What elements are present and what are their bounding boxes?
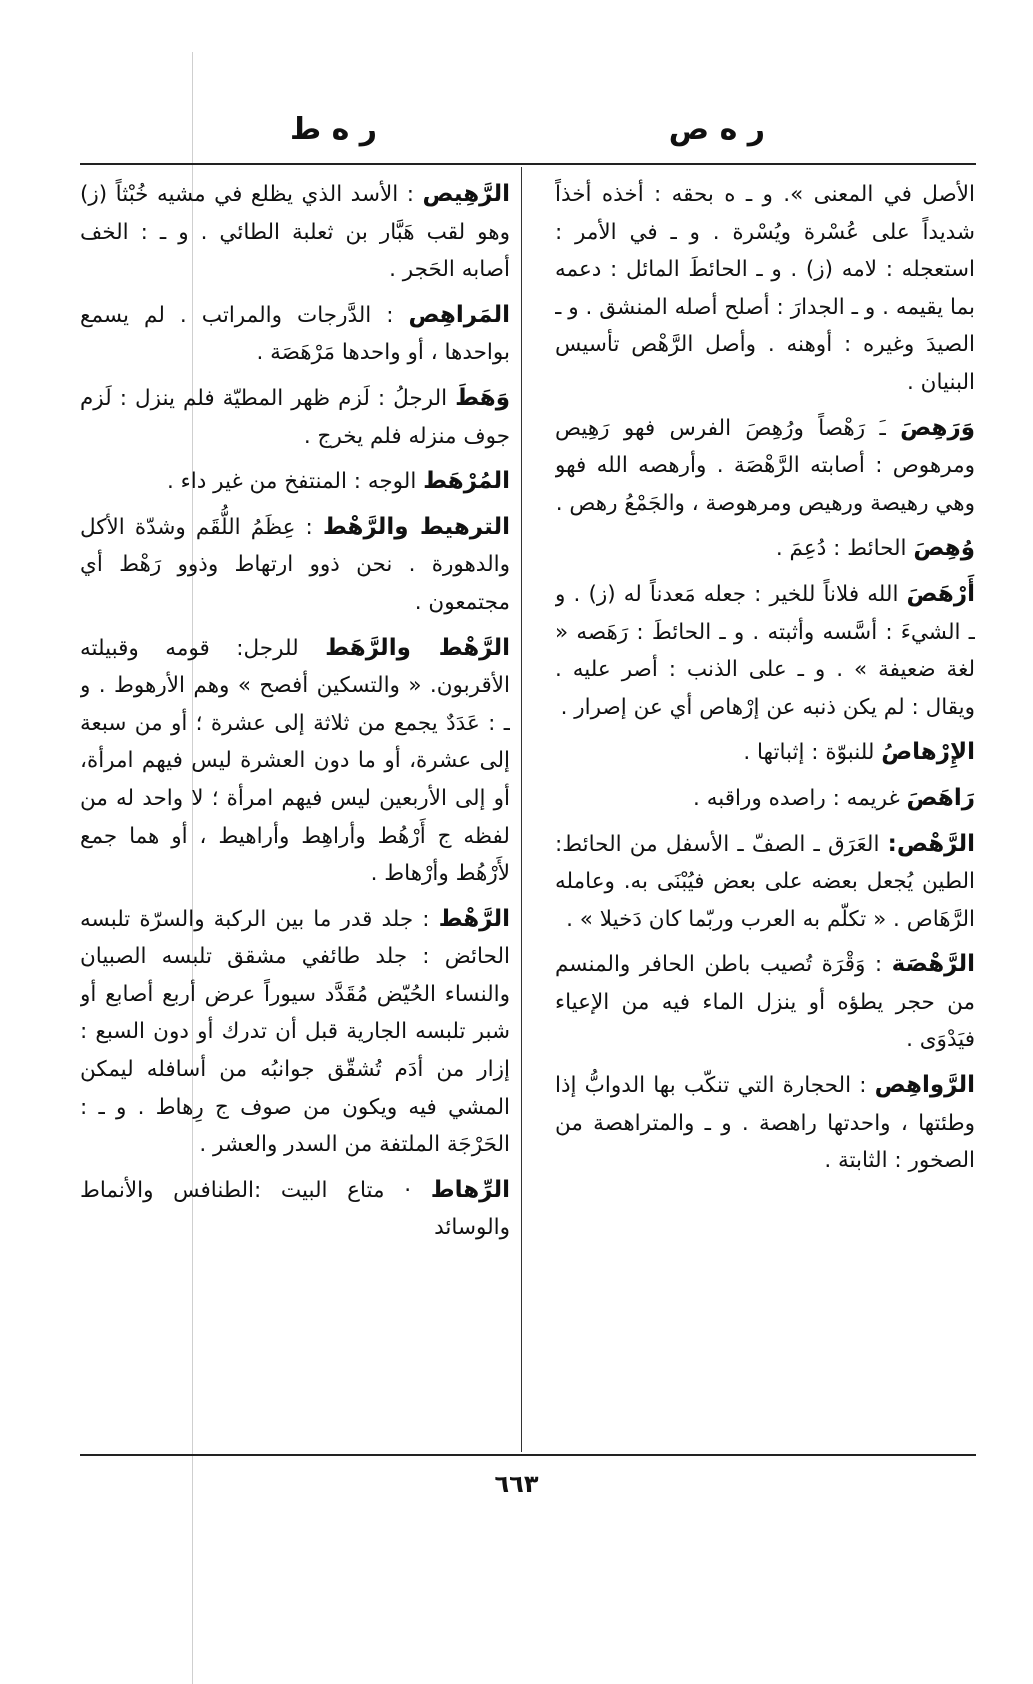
dictionary-entry [80,509,510,622]
left-column [80,176,510,1446]
entry-definition: العَرَق ـ الصفّ ـ الأسفل من الحائط: الطين يُجعل بعضه على بعض فيُبْنَى به. وعامله الرَّهَاص . « تكلّم به العرب وربّما كان دَخيلا » . [555,831,975,932]
footer-rule [80,1454,976,1456]
entry-headword: الرَّهْص: [887,830,975,857]
header-root-right: ر ه ص [668,112,765,147]
entry-definition: ـَ رَهْصاً ورُهِصَ الفرس فهو رَهِيص ومرهوص : أصابته الرَّهْصَة . وأرهصه الله فهو وهي رهيصة ورهيص ومرهوصة ، والجَمْعُ رهص . [555,415,975,516]
right-column [555,176,975,1446]
entry-headword: الرَّهْط والرَّهَط [325,634,510,661]
entry-definition: للنبوّة : إثباتها . [743,740,875,766]
entry-headword: الرِّهاط [430,1176,510,1203]
entry-headword: أَرْهَصَ [906,580,975,607]
dictionary-entry [555,576,975,726]
entry-definition: : الحجارة التي تنكّب بها الدوابُّ إذا وطئتها ، واحدتها راهصة . و ـ والمتراهصة من الصخور : الثابتة . [555,1073,975,1174]
page-number: ٦٦٣ [494,1470,539,1498]
dictionary-entry [80,901,510,1164]
entry-definition: : جلد قدر ما بين الركبة والسرّة تلبسه الحائض : جلد طائفي مشقق تلبسه الصبيان والنساء الحُيّض مُقَدَّد سيوراً عرض أربع أصابع أو شبر تلبسه الجارية قبل أن تدرك أو دون السبع : إزار من أدَم تُشقّق جوانبُه من أسافله ليمكن المشي فيه ويكون من صوف ج رِهاط . و ـ : الحَرْجَة الملتفة من السدر والعشر . [80,906,510,1158]
entry-definition: الوجه : المنتفخ من غير داء . [166,469,417,495]
entry-headword: وَرَهِصَ [900,414,975,441]
dictionary-entry [555,176,975,402]
entry-headword: المَراهِص [408,301,510,328]
dictionary-entry [80,630,510,893]
entry-definition: : الأسد الذي يظلع في مشيه خُبْثاً (ز) وهو لقب هَبَّار بن ثعلبة الطائي . و ـ : الخف أصابه الحَجر . [80,182,510,283]
page-header [80,112,975,162]
dictionary-entry [80,297,510,372]
entry-definition: غريمه : راصده وراقبه . [693,785,900,811]
header-rule [80,163,976,165]
dictionary-entry [80,380,510,455]
dictionary-entry [555,780,975,818]
column-divider [521,167,522,1452]
entry-definition: · متاع البيت :الطنافس والأنماط والوسائد [80,1177,510,1241]
entry-definition: للرجل: قومه وقبيلته الأقربون. « والتسكين أفصح » وهم الأرهوط . و ـ : عَدَدٌ يجمع من ثلاثة إلى عشرة ؛ أو من سبعة إلى عشرة، أو ما دون العشرة ليس فيهم امرأة، أو إلى الأربعين ليس فيهم امرأة ؛ لا واحد له من لفظه ج أَرْهُط وأراهِط وأراهيط ، أو هما جمع لأَرْهُط وأرْهاط . [80,635,510,887]
dictionary-entry [80,463,510,501]
dictionary-entry [555,1067,975,1180]
entry-definition: الله فلاناً للخير : جعله مَعدناً له (ز) . و ـ الشيءَ : أسَّسه وأثبته . و ـ الحائطَ : رَهَصه « لغة ضعيفة » . و ـ على الذنب : أصر عليه . ويقال : لم يكن ذنبه عن إرْهاص أي عن إصرار . [555,581,975,720]
dictionary-entry [555,530,975,568]
dictionary-entry [80,1172,510,1247]
entry-headword: وَهَطَ [455,384,510,411]
entry-definition: : عِظَمُ اللُّقَم وشدّة الأكل والدهورة . نحن ذوو ارتهاط وذوو رَهْط أي مجتمعون . [80,514,510,615]
entry-headword: الإِرْهاصُ [881,739,975,766]
entry-headword: وُهِصَ [913,535,975,562]
entry-headword: الرَّواهِص [874,1072,975,1099]
entry-definition: : وَقْرَة تُصيب باطن الحافر والمنسم من حجر يطؤه أو ينزل الماء فيه من الإعياء فيَدْوَى . [555,952,975,1053]
dictionary-entry [555,946,975,1059]
entry-definition: : الدَّرجات والمراتب . لم يسمع بواحدها ، أو واحدها مَرْهَصَة . [80,302,510,366]
entry-headword: الرَّهِيص [422,181,510,207]
entry-headword: الترهيط والرَّهْط [322,513,510,540]
entry-headword: المُرْهَط [423,468,510,495]
header-root-left: ر ه ط [290,112,378,147]
dictionary-entry [555,410,975,523]
entry-headword: الرَّهْصَة [891,951,975,978]
dictionary-entry [555,734,975,772]
entry-headword: الرَّهْط [438,905,510,932]
entry-definition: الحائط : دُعِمَ . [775,536,907,562]
entry-headword: رَاهَصَ [906,784,975,811]
entry-definition: الرجلُ : لَزم ظهر المطيّة فلم ينزل : لَزم جوف منزله فلم يخرج . [80,385,510,449]
dictionary-entry [80,176,510,289]
entry-definition: الأصل في المعنى ». و ـ ه بحقه : أخذه أخذاً شديداً على عُسْرة ويُسْرة . و ـ في الأمر : استعجله : لامه (ز) . و ـ الحائطَ المائل : دعمه بما يقيمه . و ـ الجدارَ : أصلح أصله المنشق . و ـ الصيدَ وغيره : أوهنه . وأصل الرَّهْص تأسيس البنيان . [555,182,975,395]
dictionary-entry [555,826,975,939]
